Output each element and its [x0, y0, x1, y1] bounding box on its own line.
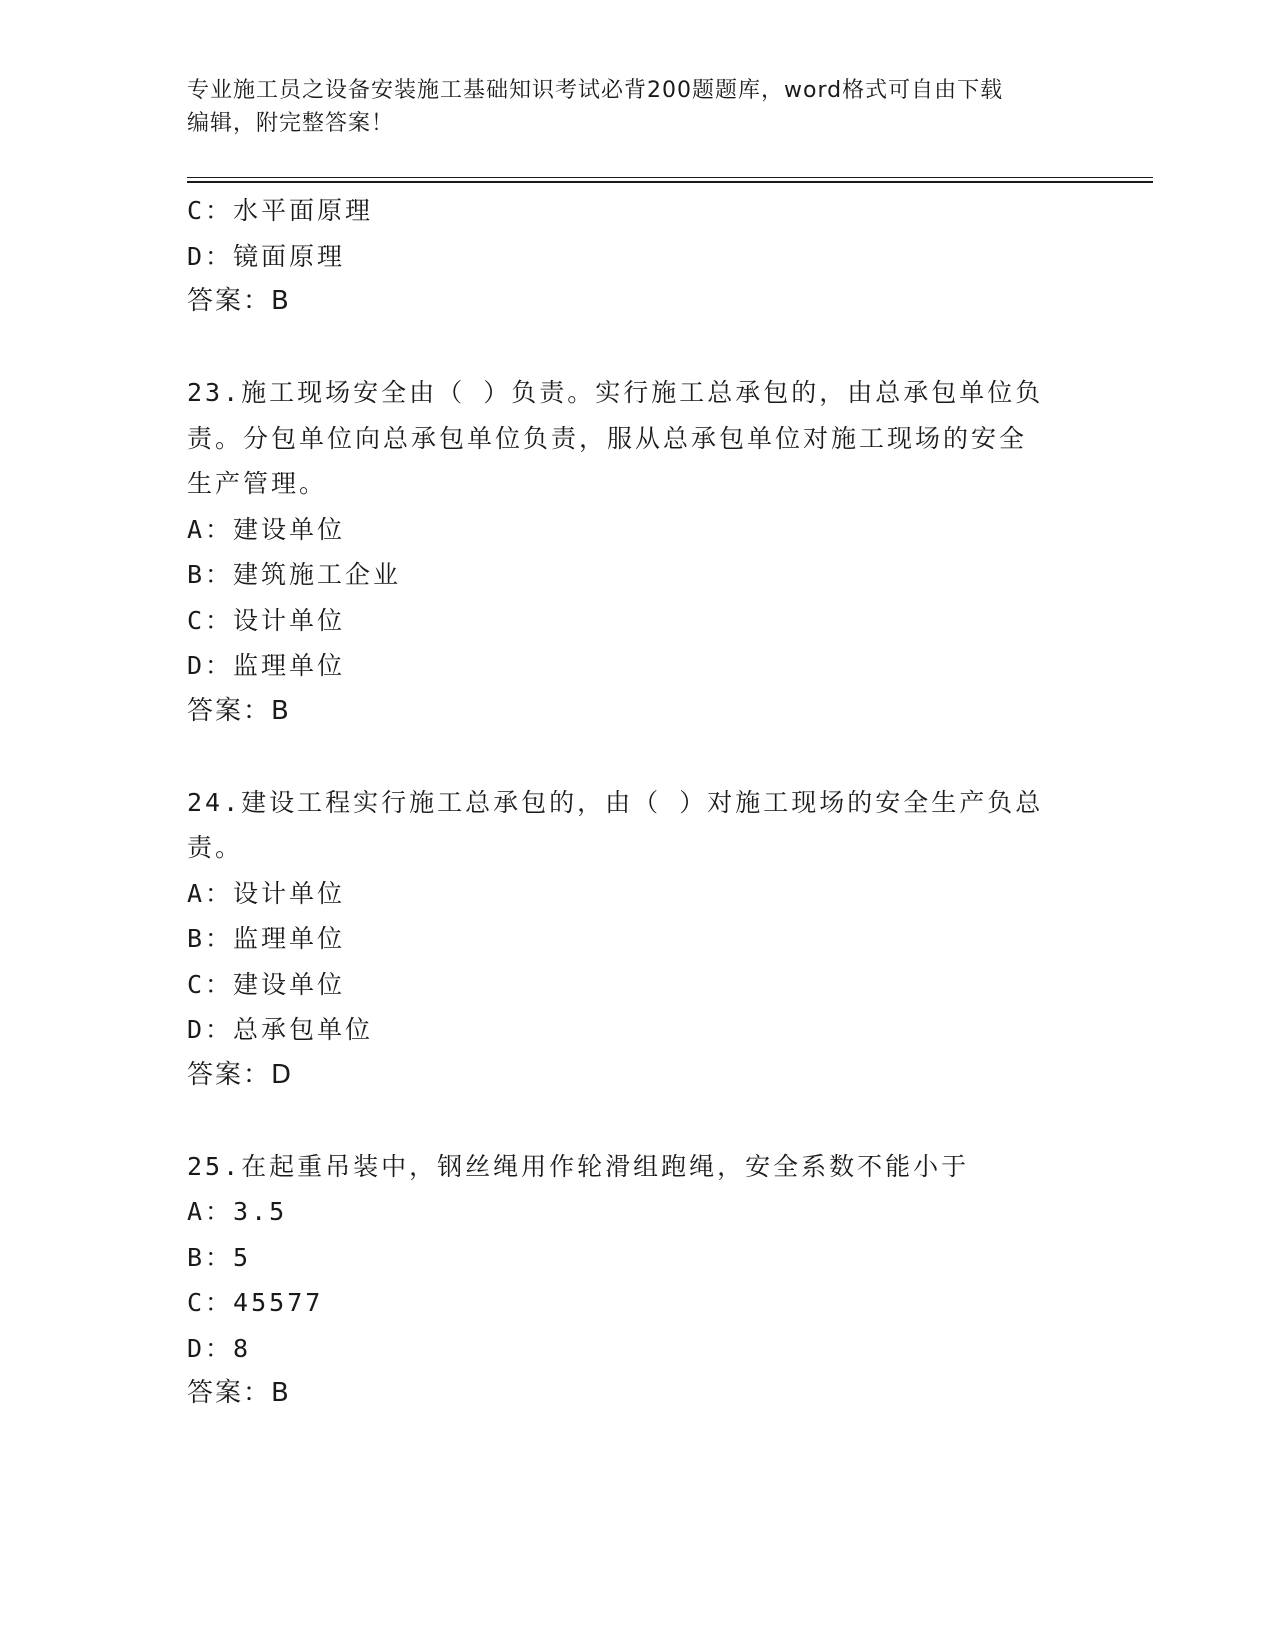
- answer-line: 答案：B: [187, 1378, 291, 1408]
- spacer: [187, 734, 1087, 780]
- option-a: A：3.5: [187, 1197, 288, 1226]
- question-stem-line: 责。分包单位向总承包单位负责，服从总承包单位对施工现场的安全: [187, 423, 1028, 453]
- question-stem-line: 24.建设工程实行施工总承包的，由（ ）对施工现场的安全生产负总: [187, 787, 1044, 817]
- option-c: C：水平面原理: [187, 196, 374, 225]
- option-d: D：8: [187, 1333, 252, 1363]
- header-divider-bottom: [187, 181, 1153, 183]
- question-25: [187, 1144, 1087, 1417]
- spacer: [187, 1098, 1087, 1144]
- option-b: B：建筑施工企业: [187, 560, 402, 589]
- spacer: [187, 325, 1087, 371]
- question-24: [187, 780, 1087, 1099]
- question-22-tail: [187, 188, 1087, 325]
- option-d: D：监理单位: [187, 651, 346, 680]
- option-b: B：监理单位: [187, 924, 346, 953]
- option-c: C：设计单位: [187, 605, 346, 635]
- header-line-1: 专业施工员之设备安装施工基础知识考试必背200题题库，word格式可自由下载: [187, 78, 1004, 103]
- header-divider-top: [187, 177, 1153, 178]
- answer-line: 答案：B: [187, 695, 291, 726]
- answer-line: 答案：B: [187, 286, 291, 316]
- option-a: A：设计单位: [187, 878, 346, 908]
- option-c: C：建设单位: [187, 969, 346, 999]
- question-stem-line: 生产管理。: [187, 469, 328, 498]
- option-b: B：5: [187, 1242, 252, 1272]
- header-line-2: 编辑，附完整答案！: [187, 111, 395, 136]
- question-list: [187, 188, 1087, 1417]
- answer-line: 答案：D: [187, 1059, 294, 1090]
- question-23: [187, 370, 1087, 734]
- question-stem-line: 23.施工现场安全由（ ）负责。实行施工总承包的，由总承包单位负: [187, 378, 1044, 407]
- option-d: D：镜面原理: [187, 241, 346, 271]
- option-d: D：总承包单位: [187, 1015, 374, 1044]
- option-c: C：45577: [187, 1288, 324, 1317]
- question-stem-line: 25.在起重吊装中，钢丝绳用作轮滑组跑绳，安全系数不能小于: [187, 1151, 970, 1181]
- document-header: [187, 74, 1077, 140]
- question-stem-line: 责。: [187, 833, 244, 862]
- option-a: A：建设单位: [187, 514, 346, 544]
